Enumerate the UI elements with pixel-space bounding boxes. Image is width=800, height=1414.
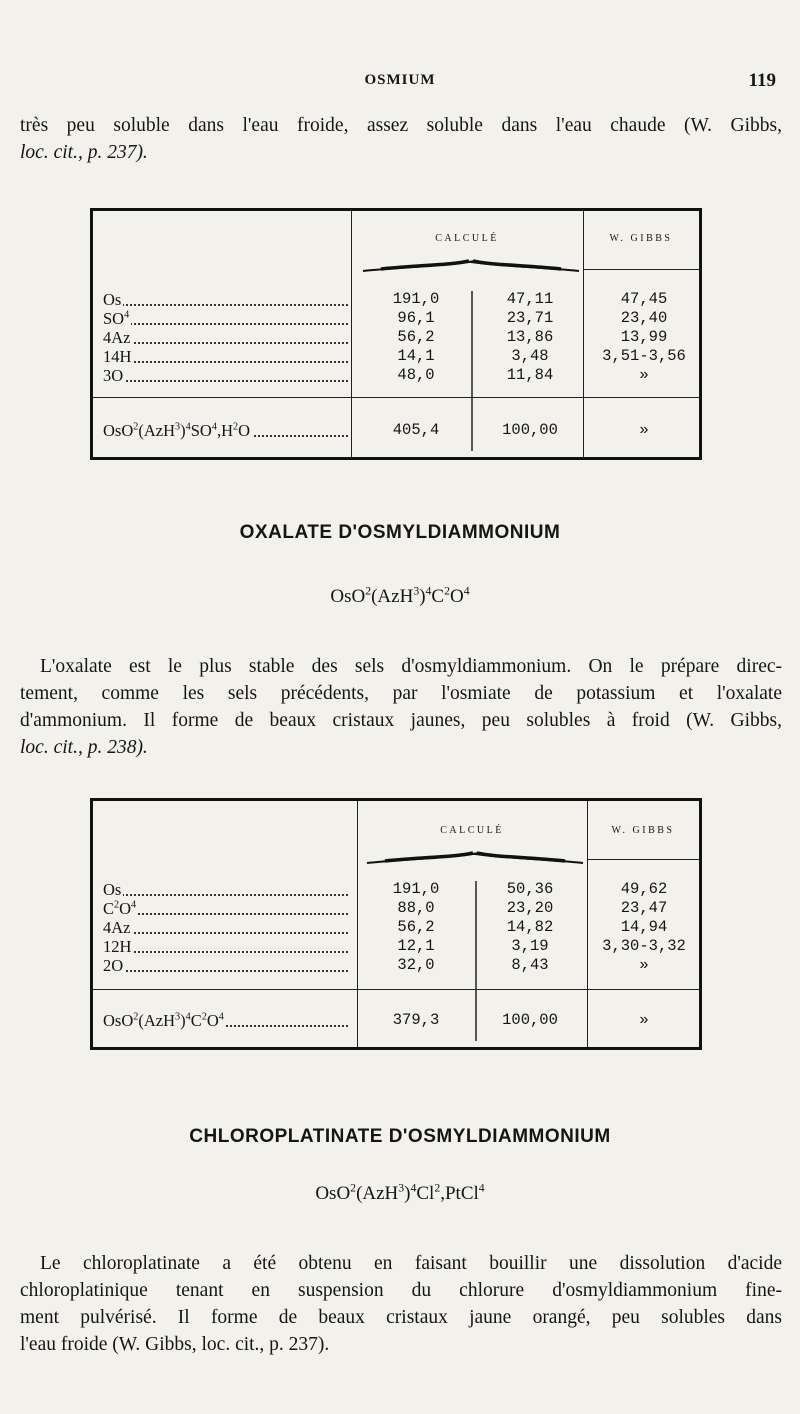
header-gibbs: W. GIBBS (611, 825, 675, 836)
paragraph-line: chloroplatinique tenant en suspension du chlorure d'osmyldiammonium fine- (20, 1280, 782, 1301)
paragraph-line: L'oxalate est le plus stable des sels d'osmyldiammonium. On le prépare direc- (40, 656, 782, 677)
formula-chloroplatinate: $OsO^2(AzH^3)^4Cl^2,PtCl^4$ (315, 1181, 485, 1204)
table-total-row: $OsO^2(AzH^3)^4C^2O^4$ 379,3 100,00 » (103, 1011, 649, 1030)
paragraph-line: très peu soluble dans l'eau froide, assez soluble dans l'eau chaude (W. Gibbs, (20, 115, 782, 136)
paragraph-line: Le chloroplatinate a été obtenu en faisant bouillir une dissolution d'acide (40, 1253, 782, 1274)
header-calcule: CALCULÉ (440, 825, 504, 836)
table-row: 14H 14,1 3,48 3,51-3,56 (103, 347, 686, 366)
paragraph-line (20, 139, 782, 166)
paragraph-line (20, 734, 782, 761)
paragraph-line: tement, comme les sels précédents, par l'osmiate de potassium et l'oxalate (20, 683, 782, 704)
formula-oxalate: $OsO^2(AzH^3)^4C^2O^4$ (330, 584, 470, 607)
section-title-chloroplatinate: CHLOROPLATINATE D'OSMYLDIAMMONIUM (189, 1126, 611, 1147)
table-row: $C^2O^4$ 88,0 23,20 23,47 (103, 899, 668, 918)
table-row: $SO^4$ 96,1 23,71 23,40 (103, 309, 668, 328)
paragraph-line: ment pulvérisé. Il forme de beaux cristaux jaune orangé, peu solubles dans (20, 1307, 782, 1328)
citation-text: loc. cit., p. 238). (20, 737, 148, 758)
header-calcule: CALCULÉ (435, 233, 499, 244)
chloroplatinate-paragraph (20, 1250, 782, 1358)
table-row: Os 191,0 50,36 49,62 (103, 880, 668, 899)
intro-paragraph (20, 112, 782, 166)
paragraph-line: l'eau froide (W. Gibbs, loc. cit., p. 237). (20, 1334, 330, 1355)
table-row: 4Az 56,2 13,86 13,99 (103, 328, 668, 347)
section-title-oxalate: OXALATE D'OSMYLDIAMMONIUM (239, 522, 561, 543)
table-row: Os 191,0 47,11 47,45 (103, 290, 668, 309)
brace-icon (365, 849, 585, 867)
analysis-table-oxalate (90, 798, 702, 1050)
header-gibbs: W. GIBBS (609, 233, 673, 244)
table-row: 12H 12,1 3,19 3,30-3,32 (103, 937, 686, 956)
table-row: 2O 32,0 8,43 » (103, 956, 649, 975)
citation-text: loc. cit., p. 237). (20, 142, 148, 163)
table-total-row: $OsO^2(AzH^3)^4SO^4,H^2O$ 405,4 100,00 » (103, 421, 649, 440)
table-row: 4Az 56,2 14,82 14,94 (103, 918, 668, 937)
table-row: 3O 48,0 11,84 » (103, 366, 649, 385)
paragraph-line: d'ammonium. Il forme de beaux cristaux jaunes, peu solubles à froid (W. Gibbs, (20, 710, 782, 731)
oxalate-paragraph (20, 653, 782, 761)
brace-icon (361, 257, 581, 275)
analysis-table-sulfate (90, 208, 702, 460)
running-header-title: OSMIUM (364, 72, 436, 88)
page-number: 119 (748, 70, 776, 91)
